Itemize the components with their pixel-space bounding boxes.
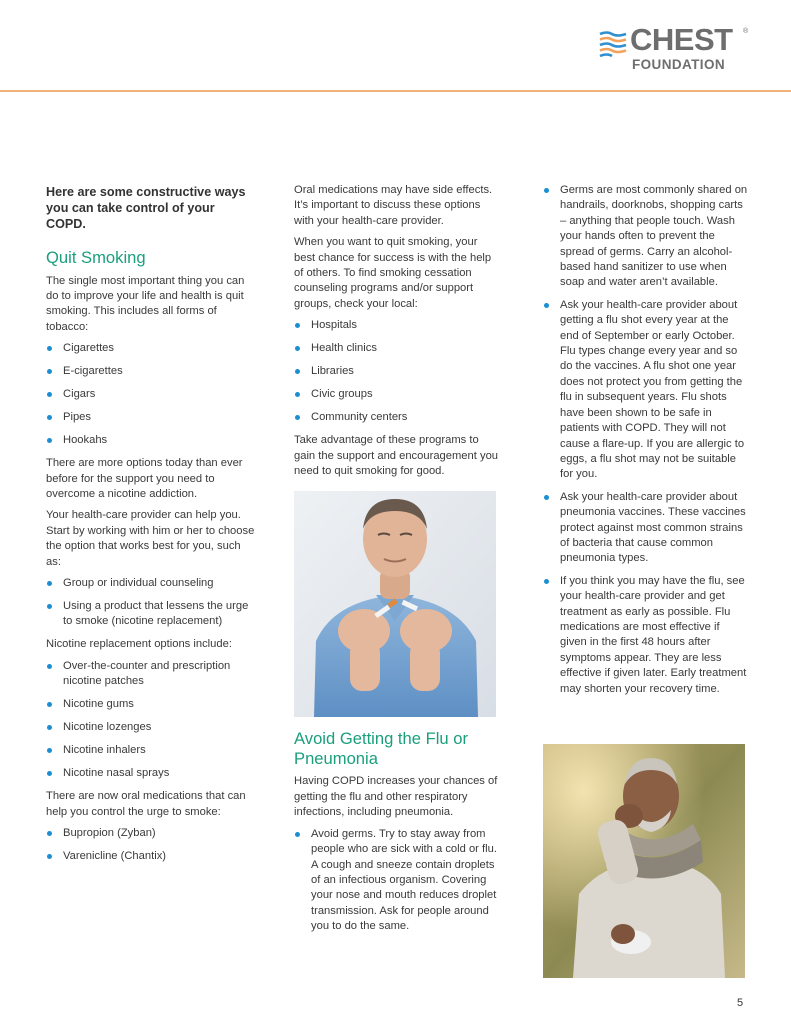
header-divider <box>0 90 791 92</box>
nicotine-list <box>46 659 256 782</box>
list-item: Pipes <box>46 410 256 425</box>
medications-list <box>46 826 256 864</box>
list-item: Civic groups <box>294 387 500 402</box>
list-item: Bupropion (Zyban) <box>46 826 256 841</box>
paragraph: When you want to quit smoking, your best chance for success is with the help of others. To find smoking cessation counseling programs and/or support groups, check your local: <box>294 236 492 310</box>
paragraph: There are now oral medications that can help you control the urge to smoke: <box>46 790 246 818</box>
prevention-list <box>543 183 748 697</box>
logo-registered-mark: ® <box>743 28 749 35</box>
page-number: 5 <box>737 997 744 1009</box>
logo-chest-text: CHEST <box>630 22 733 57</box>
paragraph: Oral medications may have side effects. It’s important to discuss these options with your health-care provider. <box>294 184 493 227</box>
list-item: Cigars <box>46 387 256 402</box>
page-header <box>0 0 791 92</box>
places-list <box>294 318 500 425</box>
list-item: Ask your health-care provider about pneumonia vaccines. These vaccines protect against most common strains of bacteria that cause common pneumonia types. <box>543 490 748 567</box>
column-middle <box>294 183 500 942</box>
list-item: E-cigarettes <box>46 364 256 379</box>
list-item: Cigarettes <box>46 341 256 356</box>
list-item: Hospitals <box>294 318 500 333</box>
list-item: Over-the-counter and prescription nicotine patches <box>46 659 256 690</box>
list-item: Community centers <box>294 410 500 425</box>
column-left <box>46 183 256 872</box>
logo-foundation-text: FOUNDATION <box>632 57 725 72</box>
tobacco-list <box>46 341 256 448</box>
chest-logo-icon <box>599 31 627 57</box>
list-item: Health clinics <box>294 341 500 356</box>
paragraph: Your health-care provider can help you. Start by working with him or her to choose the option that works best for you, such as: <box>46 509 255 568</box>
list-item: Avoid germs. Try to stay away from people who are sick with a cold or flu. A cough and sneeze contain droplets of an infectious organism. Covering your nose and mouth reduces droplet transmission. Ask for people around you to do the same. <box>294 827 500 935</box>
flu-pneumonia-heading: Avoid Getting the Flu or Pneumonia <box>294 729 469 768</box>
paragraph: There are more options today than ever before for the support you need to overcome a nicotine addiction. <box>46 457 243 500</box>
flu-list <box>294 827 500 935</box>
list-item: Nicotine nasal sprays <box>46 766 256 781</box>
list-item: Hookahs <box>46 433 256 448</box>
list-item: Nicotine inhalers <box>46 743 256 758</box>
list-item: If you think you may have the flu, see your health-care provider and get treatment as early as possible. Flu medications are most effective if given in the first 48 hours after symptoms appear. They are less effective if given later. Early treatment may shorten your recovery time. <box>543 574 748 697</box>
list-item: Varenicline (Chantix) <box>46 849 256 864</box>
paragraph: Take advantage of these programs to gain the support and encouragement you need to quit smoking for good. <box>294 434 499 478</box>
list-item: Group or individual counseling <box>46 576 256 591</box>
man-coughing-photo <box>543 744 745 978</box>
list-item: Nicotine gums <box>46 697 256 712</box>
quit-smoking-heading: Quit Smoking <box>46 248 146 267</box>
list-item: Using a product that lessens the urge to smoke (nicotine replacement) <box>46 599 256 630</box>
man-breaking-cigarette-photo <box>294 491 496 717</box>
column-right <box>543 183 748 704</box>
list-item: Libraries <box>294 364 500 379</box>
list-item: Germs are most commonly shared on handrails, doorknobs, shopping carts – anything that people touch. Wash your hands often to prevent the spread of germs. Carry an alcohol-based hand sanitizer to use when soap and water aren’t available. <box>543 183 748 291</box>
paragraph: Having COPD increases your chances of getting the flu and other respiratory infections, including pneumonia. <box>294 775 498 819</box>
paragraph: Nicotine replacement options include: <box>46 638 232 651</box>
chest-foundation-logo <box>599 22 749 74</box>
paragraph: The single most important thing you can do to improve your life and health is quit smoking. This includes all forms of tobacco: <box>46 274 245 333</box>
options-list <box>46 576 256 630</box>
list-item: Ask your health-care provider about getting a flu shot every year at the end of September or early October. Flu types change every year and so do the vaccines. A flu shot one year does not protect you from getting the flu in subsequent years. Flu shots have been shown to be safe in patients with COPD. They will not cause a flare-up. If you are allergic to eggs, a flu shot may not be suitable for you. <box>543 298 748 483</box>
intro-text: Here are some constructive ways you can take control of your COPD. <box>46 185 246 231</box>
list-item: Nicotine lozenges <box>46 720 256 735</box>
